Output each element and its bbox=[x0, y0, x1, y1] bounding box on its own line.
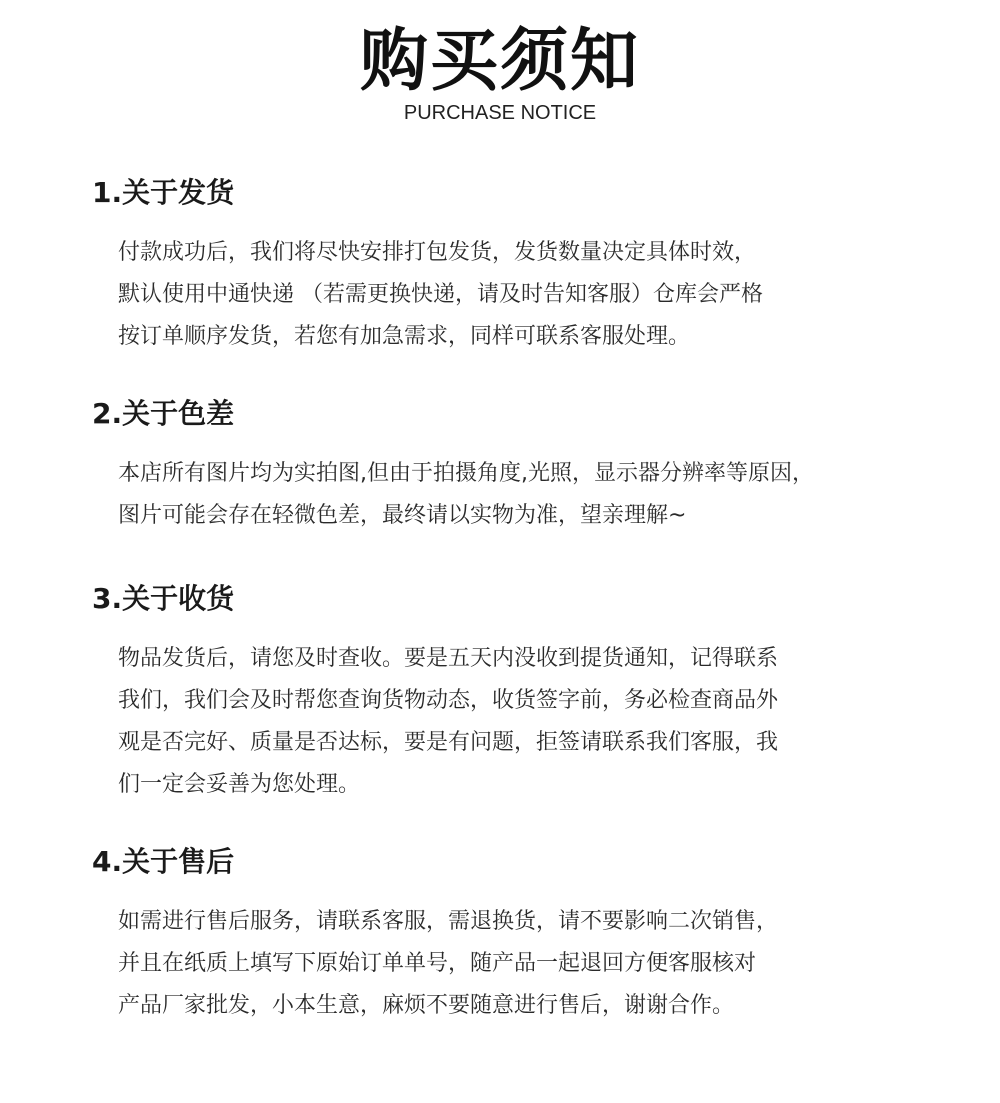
section-body bbox=[118, 453, 918, 537]
body-line: 图片可能会存在轻微色差，最终请以实物为准，望亲理解~ bbox=[118, 503, 687, 528]
section-body bbox=[118, 232, 918, 358]
body-line: 付款成功后，我们将尽快安排打包发货，发货数量决定具体时效， bbox=[118, 240, 757, 265]
body-line: 我们，我们会及时帮您查询货物动态，收货签字前，务必检查商品外 bbox=[118, 688, 779, 713]
body-line: 们一定会妥善为您处理。 bbox=[118, 772, 361, 797]
body-line: 如需进行售后服务，请联系客服，需退换货，请不要影响二次销售， bbox=[118, 909, 779, 934]
section-heading: 2.关于色差 bbox=[92, 397, 235, 430]
body-line: 本店所有图片均为实拍图,但由于拍摄角度,光照，显示器分辨率等原因， bbox=[118, 461, 814, 486]
section-heading: 1.关于发货 bbox=[92, 176, 235, 209]
body-line: 物品发货后，请您及时查收。要是五天内没收到提货通知，记得联系 bbox=[118, 646, 779, 671]
page-title: 购买须知 bbox=[359, 22, 640, 101]
page-subtitle: PURCHASE NOTICE bbox=[403, 102, 597, 124]
section-heading: 4.关于售后 bbox=[92, 845, 235, 878]
section-body bbox=[118, 638, 918, 806]
body-line: 默认使用中通快递 （若需更换快递，请及时告知客服）仓库会严格 bbox=[118, 282, 763, 307]
section-heading: 3.关于收货 bbox=[92, 582, 235, 615]
body-line: 产品厂家批发，小本生意，麻烦不要随意进行售后，谢谢合作。 bbox=[118, 993, 735, 1018]
body-line: 观是否完好、质量是否达标，要是有问题，拒签请联系我们客服，我 bbox=[118, 730, 779, 755]
body-line: 并且在纸质上填写下原始订单单号，随产品一起退回方便客服核对 bbox=[118, 951, 757, 976]
body-line: 按订单顺序发货，若您有加急需求，同样可联系客服处理。 bbox=[118, 324, 691, 349]
section-body bbox=[118, 901, 918, 1027]
